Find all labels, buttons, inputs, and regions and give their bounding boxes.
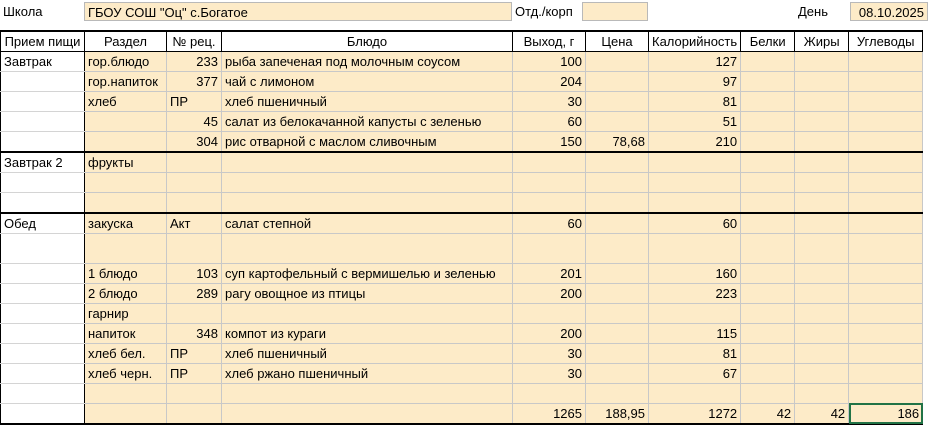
cell-meal[interactable]	[1, 132, 85, 153]
cell-meal[interactable]	[1, 112, 85, 132]
cell-carbs[interactable]	[849, 173, 923, 193]
cell-section[interactable]: гор.блюдо	[85, 52, 167, 72]
cell-weight[interactable]: 30	[513, 363, 586, 383]
cell-price[interactable]: 78,68	[586, 132, 649, 153]
cell-dish[interactable]: рыба запеченая под молочным соусом	[222, 52, 513, 72]
cell-meal[interactable]: Завтрак	[1, 52, 85, 72]
cell-fat[interactable]: 42	[795, 403, 849, 424]
cell-meal[interactable]	[1, 193, 85, 213]
header-row	[0, 0, 935, 23]
cell-fat[interactable]	[795, 193, 849, 213]
cell-weight[interactable]	[513, 193, 586, 213]
cell-meal[interactable]	[1, 323, 85, 343]
cell-section[interactable]: напиток	[85, 323, 167, 343]
cell-protein[interactable]	[741, 343, 795, 363]
cell-dish[interactable]: хлеб пшеничный	[222, 92, 513, 112]
table-row	[1, 72, 923, 92]
cell-section[interactable]: хлеб	[85, 92, 167, 112]
cell-price[interactable]	[586, 72, 649, 92]
table-row	[1, 263, 923, 283]
cell-section[interactable]	[85, 383, 167, 403]
cell-dish[interactable]	[222, 152, 513, 173]
cell-kcal[interactable]: 97	[649, 72, 741, 92]
cell-meal[interactable]	[1, 403, 85, 424]
cell-kcal[interactable]: 81	[649, 92, 741, 112]
table-row	[1, 52, 923, 72]
cell-protein[interactable]	[741, 233, 795, 263]
cell-meal[interactable]: Обед	[1, 213, 85, 234]
cell-section[interactable]	[85, 173, 167, 193]
cell-dish[interactable]: салат из белокачанной капусты с зеленью	[222, 112, 513, 132]
cell-section[interactable]	[85, 233, 167, 263]
column-header-row	[1, 31, 923, 52]
table-row	[1, 323, 923, 343]
cell-carbs[interactable]	[849, 303, 923, 323]
dept-field[interactable]	[582, 2, 648, 21]
cell-kcal[interactable]	[649, 383, 741, 403]
cell-recipe[interactable]: ПР	[167, 343, 222, 363]
cell-meal[interactable]	[1, 173, 85, 193]
cell-protein[interactable]	[741, 52, 795, 72]
column-header-weight: Выход, г	[513, 31, 586, 52]
cell-weight[interactable]	[513, 303, 586, 323]
cell-recipe[interactable]: ПР	[167, 92, 222, 112]
cell-section[interactable]: хлеб черн.	[85, 363, 167, 383]
cell-dish[interactable]	[222, 303, 513, 323]
cell-fat[interactable]	[795, 92, 849, 112]
cell-fat[interactable]	[795, 52, 849, 72]
cell-protein[interactable]	[741, 112, 795, 132]
table-row	[1, 343, 923, 363]
menu-table	[0, 30, 923, 425]
cell-price[interactable]	[586, 173, 649, 193]
cell-fat[interactable]	[795, 233, 849, 263]
cell-price[interactable]: 188,95	[586, 403, 649, 424]
cell-weight[interactable]: 30	[513, 92, 586, 112]
cell-recipe[interactable]	[167, 173, 222, 193]
cell-carbs[interactable]	[849, 383, 923, 403]
cell-recipe[interactable]: 45	[167, 112, 222, 132]
column-header-protein: Белки	[741, 31, 795, 52]
cell-price[interactable]	[586, 283, 649, 303]
cell-dish[interactable]	[222, 233, 513, 263]
cell-fat[interactable]	[795, 112, 849, 132]
column-header-carbs: Углеводы	[849, 31, 923, 52]
cell-protein[interactable]	[741, 72, 795, 92]
column-header-fat: Жиры	[795, 31, 849, 52]
cell-recipe[interactable]	[167, 193, 222, 213]
cell-recipe[interactable]	[167, 403, 222, 424]
cell-kcal[interactable]: 81	[649, 343, 741, 363]
cell-dish[interactable]	[222, 403, 513, 424]
cell-protein[interactable]	[741, 363, 795, 383]
cell-kcal[interactable]	[649, 233, 741, 263]
cell-kcal[interactable]	[649, 173, 741, 193]
cell-kcal[interactable]: 160	[649, 263, 741, 283]
cell-section[interactable]	[85, 193, 167, 213]
table-row	[1, 152, 923, 173]
cell-section[interactable]: гор.напиток	[85, 72, 167, 92]
cell-kcal[interactable]	[649, 193, 741, 213]
cell-weight[interactable]: 30	[513, 343, 586, 363]
cell-recipe[interactable]: 348	[167, 323, 222, 343]
cell-weight[interactable]: 200	[513, 283, 586, 303]
cell-dish[interactable]: чай с лимоном	[222, 72, 513, 92]
cell-section[interactable]: 2 блюдо	[85, 283, 167, 303]
cell-carbs[interactable]	[849, 132, 923, 153]
cell-protein[interactable]	[741, 92, 795, 112]
cell-fat[interactable]	[795, 303, 849, 323]
cell-kcal[interactable]: 115	[649, 323, 741, 343]
cell-weight[interactable]: 100	[513, 52, 586, 72]
cell-meal[interactable]: Завтрак 2	[1, 152, 85, 173]
column-header-price: Цена	[586, 31, 649, 52]
cell-carbs[interactable]	[849, 193, 923, 213]
cell-dish[interactable]: суп картофельный с вермишелью и зеленью	[222, 263, 513, 283]
cell-fat[interactable]	[795, 283, 849, 303]
cell-carbs[interactable]	[849, 92, 923, 112]
cell-weight[interactable]: 200	[513, 323, 586, 343]
cell-price[interactable]	[586, 112, 649, 132]
school-field[interactable]: ГБОУ СОШ "Оц" с.Богатое	[84, 2, 512, 21]
table-row	[1, 92, 923, 112]
cell-protein[interactable]	[741, 213, 795, 234]
cell-protein[interactable]	[741, 323, 795, 343]
cell-protein[interactable]	[741, 263, 795, 283]
cell-kcal[interactable]: 127	[649, 52, 741, 72]
cell-fat[interactable]	[795, 173, 849, 193]
cell-carbs[interactable]	[849, 343, 923, 363]
cell-fat[interactable]	[795, 323, 849, 343]
cell-section[interactable]	[85, 132, 167, 153]
column-header-meal: Прием пищи	[1, 31, 85, 52]
cell-weight[interactable]: 201	[513, 263, 586, 283]
column-header-dish: Блюдо	[222, 31, 513, 52]
cell-meal[interactable]	[1, 343, 85, 363]
cell-protein[interactable]	[741, 283, 795, 303]
cell-price[interactable]	[586, 152, 649, 173]
cell-weight[interactable]: 150	[513, 132, 586, 153]
table-row	[1, 173, 923, 193]
cell-price[interactable]	[586, 52, 649, 72]
cell-carbs[interactable]	[849, 213, 923, 234]
cell-recipe[interactable]: 103	[167, 263, 222, 283]
cell-dish[interactable]	[222, 173, 513, 193]
cell-protein[interactable]: 42	[741, 403, 795, 424]
cell-kcal[interactable]	[649, 303, 741, 323]
cell-price[interactable]	[586, 263, 649, 283]
cell-recipe[interactable]: ПР	[167, 363, 222, 383]
cell-fat[interactable]	[795, 72, 849, 92]
cell-weight[interactable]: 204	[513, 72, 586, 92]
cell-protein[interactable]	[741, 173, 795, 193]
cell-weight[interactable]: 1265	[513, 403, 586, 424]
table-row	[1, 363, 923, 383]
table-row	[1, 403, 923, 424]
cell-weight[interactable]	[513, 152, 586, 173]
cell-carbs[interactable]	[849, 363, 923, 383]
cell-price[interactable]	[586, 363, 649, 383]
cell-carbs[interactable]	[849, 283, 923, 303]
cell-price[interactable]	[586, 383, 649, 403]
cell-weight[interactable]: 60	[513, 213, 586, 234]
cell-kcal[interactable]: 223	[649, 283, 741, 303]
cell-meal[interactable]	[1, 263, 85, 283]
cell-section[interactable]: закуска	[85, 213, 167, 234]
cell-carbs[interactable]	[849, 72, 923, 92]
dept-label: Отд./корп	[515, 4, 573, 19]
cell-recipe[interactable]: 377	[167, 72, 222, 92]
cell-kcal[interactable]	[649, 152, 741, 173]
cell-carbs[interactable]: 186	[849, 403, 923, 424]
cell-recipe[interactable]	[167, 233, 222, 263]
cell-recipe[interactable]	[167, 383, 222, 403]
cell-protein[interactable]	[741, 132, 795, 153]
cell-dish[interactable]: хлеб ржано пшеничный	[222, 363, 513, 383]
cell-section[interactable]: 1 блюдо	[85, 263, 167, 283]
table-row	[1, 283, 923, 303]
cell-protein[interactable]	[741, 193, 795, 213]
cell-fat[interactable]	[795, 213, 849, 234]
cell-kcal[interactable]: 67	[649, 363, 741, 383]
cell-recipe[interactable]: Акт	[167, 213, 222, 234]
cell-dish[interactable]: салат степной	[222, 213, 513, 234]
table-row	[1, 132, 923, 153]
column-header-section: Раздел	[85, 31, 167, 52]
cell-meal[interactable]	[1, 283, 85, 303]
cell-price[interactable]	[586, 323, 649, 343]
cell-section[interactable]: фрукты	[85, 152, 167, 173]
cell-kcal[interactable]: 1272	[649, 403, 741, 424]
cell-kcal[interactable]: 60	[649, 213, 741, 234]
school-label: Школа	[3, 4, 43, 19]
column-header-kcal: Калорийность	[649, 31, 741, 52]
cell-carbs[interactable]	[849, 323, 923, 343]
cell-meal[interactable]	[1, 92, 85, 112]
day-label: День	[798, 4, 828, 19]
column-header-recipe: № рец.	[167, 31, 222, 52]
cell-price[interactable]	[586, 233, 649, 263]
cell-protein[interactable]	[741, 152, 795, 173]
cell-section[interactable]: хлеб бел.	[85, 343, 167, 363]
cell-meal[interactable]	[1, 383, 85, 403]
table-row	[1, 233, 923, 263]
cell-section[interactable]	[85, 112, 167, 132]
cell-section[interactable]: гарнир	[85, 303, 167, 323]
cell-weight[interactable]	[513, 233, 586, 263]
cell-price[interactable]	[586, 303, 649, 323]
cell-carbs[interactable]	[849, 263, 923, 283]
cell-recipe[interactable]	[167, 152, 222, 173]
cell-protein[interactable]	[741, 303, 795, 323]
table-row	[1, 112, 923, 132]
cell-fat[interactable]	[795, 383, 849, 403]
cell-carbs[interactable]	[849, 112, 923, 132]
cell-meal[interactable]	[1, 233, 85, 263]
cell-fat[interactable]	[795, 132, 849, 153]
cell-dish[interactable]: рагу овощное из птицы	[222, 283, 513, 303]
cell-weight[interactable]	[513, 383, 586, 403]
table-row	[1, 383, 923, 403]
cell-price[interactable]	[586, 92, 649, 112]
cell-fat[interactable]	[795, 363, 849, 383]
cell-kcal[interactable]: 51	[649, 112, 741, 132]
cell-fat[interactable]	[795, 343, 849, 363]
cell-kcal[interactable]: 210	[649, 132, 741, 153]
cell-dish[interactable]: рис отварной с маслом сливочным	[222, 132, 513, 153]
cell-recipe[interactable]: 289	[167, 283, 222, 303]
cell-carbs[interactable]	[849, 233, 923, 263]
cell-fat[interactable]	[795, 152, 849, 173]
cell-recipe[interactable]	[167, 303, 222, 323]
cell-fat[interactable]	[795, 263, 849, 283]
cell-meal[interactable]	[1, 72, 85, 92]
table-row	[1, 303, 923, 323]
cell-carbs[interactable]	[849, 52, 923, 72]
cell-price[interactable]	[586, 343, 649, 363]
cell-dish[interactable]: компот из кураги	[222, 323, 513, 343]
cell-price[interactable]	[586, 213, 649, 234]
cell-carbs[interactable]	[849, 152, 923, 173]
cell-meal[interactable]	[1, 303, 85, 323]
cell-dish[interactable]: хлеб пшеничный	[222, 343, 513, 363]
cell-dish[interactable]	[222, 383, 513, 403]
cell-dish[interactable]	[222, 193, 513, 213]
cell-weight[interactable]	[513, 173, 586, 193]
cell-meal[interactable]	[1, 363, 85, 383]
table-row	[1, 193, 923, 213]
cell-protein[interactable]	[741, 383, 795, 403]
day-field[interactable]: 08.10.2025	[850, 2, 928, 21]
cell-weight[interactable]: 60	[513, 112, 586, 132]
cell-recipe[interactable]: 304	[167, 132, 222, 153]
cell-recipe[interactable]: 233	[167, 52, 222, 72]
cell-price[interactable]	[586, 193, 649, 213]
cell-section[interactable]	[85, 403, 167, 424]
table-row	[1, 213, 923, 234]
